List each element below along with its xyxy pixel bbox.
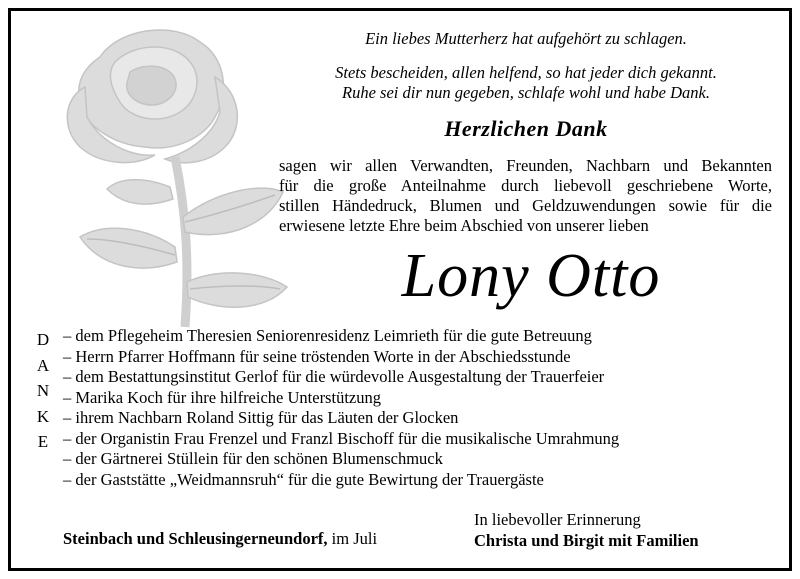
rose-illustration [25, 17, 295, 337]
danke-letter: D [36, 330, 50, 349]
poem-line-1: Ein liebes Mutterherz hat aufgehört zu schlagen. [365, 29, 687, 48]
intro-line-1: sagen wir allen Verwandten, Freunden, Nachbarn und Bekannten [279, 156, 772, 175]
danke-letter: N [36, 381, 50, 401]
deceased-name: Lony Otto [401, 242, 661, 310]
danke-letter: A [36, 355, 50, 375]
list-item: – Marika Koch für ihre hilfreiche Unterstützung [63, 387, 381, 407]
list-item: – Herrn Pfarrer Hoffmann für seine tröstenden Worte in der Abschiedsstunde [63, 346, 571, 366]
intro-line-2: für die große Anteilnahme durch liebevoll geschriebene Worte, [279, 176, 772, 195]
danke-letter: E [37, 432, 49, 452]
list-item: – der Organistin Frau Frenzel und Franzl Bischoff für die musikalische Umrahmung [63, 428, 620, 448]
intro-line-3: stillen Händedruck, Blumen und Geldzuwendungen sowie für die [279, 196, 772, 215]
date-text: im Juli [327, 529, 378, 548]
place: Steinbach und Schleusingerneundorf, [63, 529, 328, 548]
thanks-heading: Herzlichen Dank [444, 116, 608, 141]
list-item: – dem Pflegeheim Theresien Seniorenresidenz Leimrieth für die gute Betreuung [63, 326, 592, 345]
signature-block [474, 509, 699, 551]
list-item: – der Gärtnerei Stüllein für den schönen Blumenschmuck [63, 449, 443, 468]
poem-line-2: Stets bescheiden, allen helfend, so hat jeder dich gekannt. [335, 63, 717, 82]
list-item: – ihrem Nachbarn Roland Sittig für das Läuten der Glocken [63, 408, 459, 427]
danke-letter: K [36, 406, 50, 426]
list-item: – der Gaststätte „Weidmannsruh“ für die gute Bewirtung der Trauergäste [63, 469, 544, 489]
family-names: Christa und Birgit mit Familien [474, 531, 699, 550]
thanks-list [63, 326, 703, 490]
obituary-notice [8, 8, 792, 571]
intro-paragraph [279, 156, 772, 236]
place-and-date [63, 529, 377, 549]
list-item: – dem Bestattungsinstitut Gerlof für die würdevolle Ausgestaltung der Trauerfeier [63, 367, 605, 386]
intro-line-4: erwiesene letzte Ehre beim Abschied von unserer lieben [279, 216, 649, 235]
poem-line-3: Ruhe sei dir nun gegeben, schlafe wohl und habe Dank. [342, 83, 710, 102]
closing-text: In liebevoller Erinnerung [474, 510, 641, 529]
danke-acrostic [33, 327, 53, 455]
